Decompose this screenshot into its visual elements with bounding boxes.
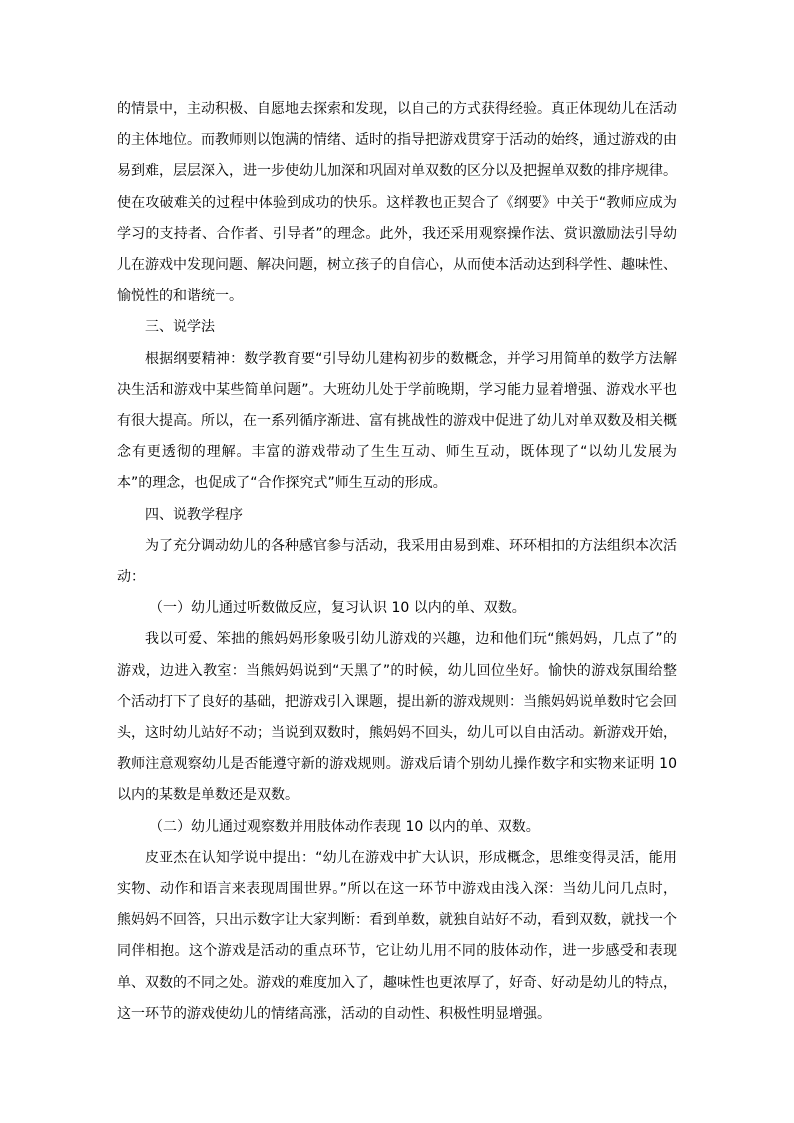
paragraph-subsection-1: 我以可爱、笨拙的熊妈妈形象吸引幼儿游戏的兴趣，边和他们玩“熊妈妈，几点了”的游戏，边进入教室：当熊妈妈说到“天黑了”的时候，幼儿回位坐好。愉快的游戏氛围给整个活动打下了良好的基础，把游戏引入课题，提出新的游戏规则：当熊妈妈说单数时它会回头，这时幼儿站好不动；当说到双数时，熊妈妈不回头，幼儿可以自由活动。新游戏开始，教师注意观察幼儿是否能遵守新的游戏规则。游戏后请个别幼儿操作数字和实物来证明 10 以内的某数是单数还是双数。 <box>117 631 677 804</box>
paragraph-procedure-intro: 为了充分调动幼儿的各种感官参与活动，我采用由易到难、环环相扣的方法组织本次活动： <box>117 537 677 586</box>
paragraph-learning-method: 根据纲要精神：数学教育要“引导幼儿建构初步的数概念，并学习用简单的数学方法解决生活和游戏中某些简单问题”。大班幼儿处于学前晚期，学习能力显着增强、游戏水平也有很大提高。所以，在一系列循序渐进、富有挑战性的游戏中促进了幼儿对单双数及相关概念有更透彻的理解。丰富的游戏带动了生生互动、师生互动，既体现了“以幼儿发展为本”的理念，也促成了“合作探究式”师生互动的形成。 <box>117 350 677 492</box>
document-page <box>117 94 677 1030</box>
paragraph-intro-continued: 的情景中，主动积极、自愿地去探索和发现，以自己的方式获得经验。真正体现幼儿在活动的主体地位。而教师则以饱满的情绪、适时的指导把游戏贯穿于活动的始终，通过游戏的由易到难，层层深入，进一步使幼儿加深和巩固对单双数的区分以及把握单双数的排序规律。使在攻破难关的过程中体验到成功的快乐。这样教也正契合了《纲要》中关于“教师应成为学习的支持者、合作者、引导者”的理念。此外，我还采用观察操作法、赏识激励法引导幼儿在游戏中发现问题、解决问题，树立孩子的自信心，从而使本活动达到科学性、趣味性、愉悦性的和谐统一。 <box>117 101 677 305</box>
section-heading-teaching-procedure: 四、说教学程序 <box>145 506 243 523</box>
section-heading-learning-method: 三、说学法 <box>145 319 215 336</box>
paragraph-subsection-2: 皮亚杰在认知学说中提出：“幼儿在游戏中扩大认识，形成概念，思维变得灵活，能用实物、动作和语言来表现周围世界。”所以在这一环节中游戏由浅入深：当幼儿问几点时，熊妈妈不回答，只出示数字让大家判断：看到单数，就独自站好不动，看到双数，就找一个同伴相抱。这个游戏是活动的重点环节，它让幼儿用不同的肢体动作，进一步感受和表现单、双数的不同之处。游戏的难度加入了，趣味性也更浓厚了，好奇、好动是幼儿的特点，这一环节的游戏使幼儿的情绪高涨，活动的自动性、积极性明显增强。 <box>117 849 677 1022</box>
subsection-heading-2: （二）幼儿通过观察数并用肢体动作表现 10 以内的单、双数。 <box>149 818 540 835</box>
subsection-heading-1: （一）幼儿通过听数做反应，复习认识 10 以内的单、双数。 <box>149 600 526 617</box>
